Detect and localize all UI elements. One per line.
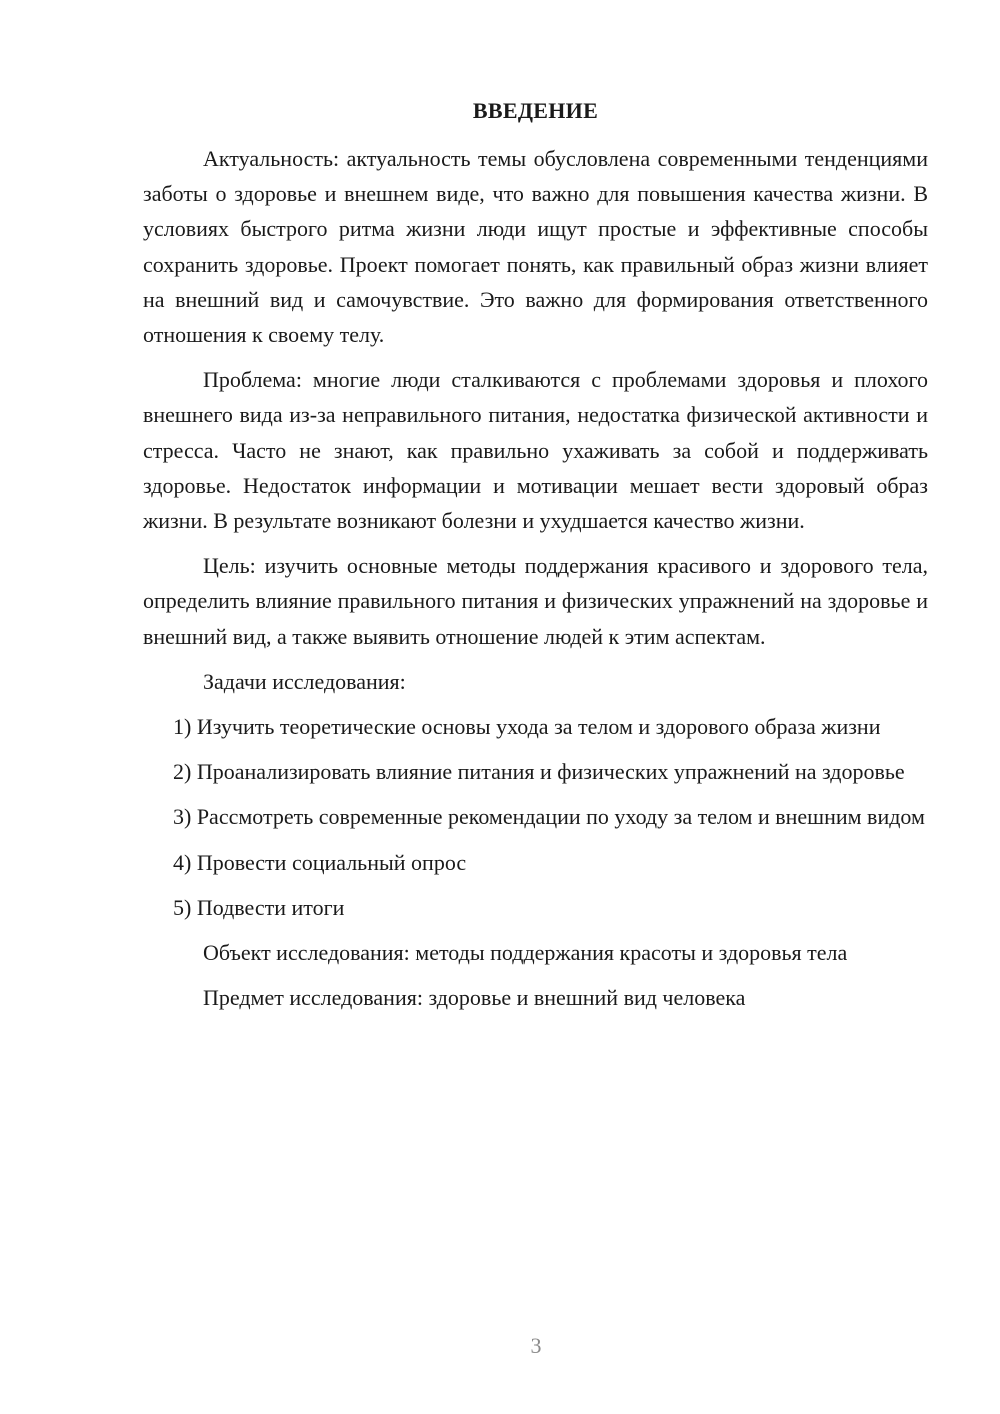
- page-content: [143, 93, 928, 1025]
- section-title: ВВЕДЕНИЕ: [472, 98, 599, 123]
- page-number: 3: [530, 1333, 542, 1358]
- goal-paragraph: Цель: изучить основные методы поддержания красивого и здорового тела, определить влияние правильного питания и физических упражнений на здоровье и внешний вид, а также выявить отношение людей к этим аспектам.: [143, 553, 928, 649]
- task-item: 4) Провести социальный опрос: [173, 849, 467, 875]
- relevance-paragraph: Актуальность: актуальность темы обусловлена современными тенденциями заботы о здоровье и внешнем виде, что важно для повышения качества жизни. В условиях быстрого ритма жизни люди ищут простые и эффективные способы сохранить здоровье. Проект помогает понять, как правильный образ жизни влияет на внешний вид и самочувствие. Это важно для формирования ответственного отношения к своему телу.: [143, 146, 928, 348]
- research-subject-paragraph: Предмет исследования: здоровье и внешний вид человека: [203, 985, 746, 1011]
- task-item: 1) Изучить теоретические основы ухода за телом и здорового образа жизни: [173, 714, 881, 740]
- problem-paragraph: Проблема: многие люди сталкиваются с проблемами здоровья и плохого внешнего вида из-за неправильного питания, недостатка физической активности и стресса. Часто не знают, как правильно ухаживать за собой и поддерживать здоровье. Недостаток информации и мотивации мешает вести здоровый образ жизни. В результате возникают болезни и ухудшается качество жизни.: [143, 367, 928, 534]
- tasks-heading: Задачи исследования:: [203, 668, 406, 694]
- research-object-paragraph: Объект исследования: методы поддержания красоты и здоровья тела: [203, 940, 848, 966]
- task-item: 2) Проанализировать влияние питания и физических упражнений на здоровье: [173, 759, 905, 785]
- task-item: 5) Подвести итоги: [173, 894, 345, 920]
- task-item: 3) Рассмотреть современные рекомендации по уходу за телом и внешним видом: [173, 804, 925, 830]
